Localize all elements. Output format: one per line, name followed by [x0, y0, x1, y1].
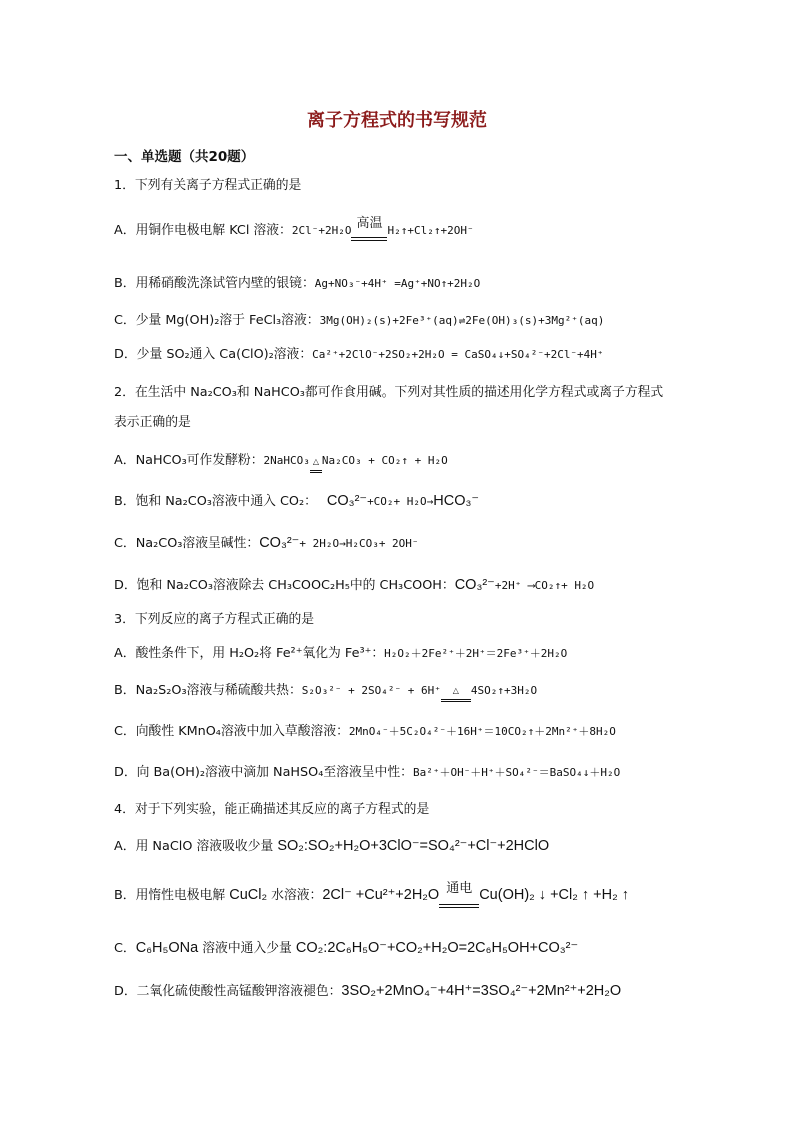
- option-label: C．: [114, 941, 136, 956]
- q4-option-c: [114, 939, 578, 958]
- equation-right: 4SO₂↑+3H₂O: [470, 684, 538, 697]
- option-text: Na₂CO₃溶液呈碱性：: [135, 536, 260, 551]
- equation-left: 2NaHCO₃: [263, 454, 310, 467]
- condition-label: △: [312, 457, 319, 466]
- condition-label: △: [452, 686, 459, 695]
- option-text: 溶液中通入少量: [198, 941, 296, 956]
- option-text: NaHCO₃可作发酵粉：: [135, 453, 264, 468]
- equation: +CO₂+ H₂O→: [367, 495, 434, 508]
- question-4-stem: 4．对于下列实验，能正确描述其反应的离子方程式的是: [114, 802, 430, 817]
- question-2-stem-line-1: 2．在生活中 Na₂CO₃和 NaHCO₃都可作食用碱。下列对其性质的描述用化学方程式或离子方程式: [114, 385, 664, 400]
- equation: + 2H₂O→H₂CO₃+ 2OH⁻: [299, 537, 419, 550]
- carbonate-ion: CO₃²⁻: [454, 577, 495, 593]
- option-text: 二氧化硫使酸性高锰酸钾溶液褪色：: [136, 984, 342, 999]
- option-text: 饱和 Na₂CO₃溶液除去 CH₃COOC₂H₅中的 CH₃COOH：: [136, 578, 455, 593]
- equation-right: Cu(OH)₂ ↓ +Cl₂ ↑ +H₂ ↑: [479, 887, 630, 903]
- option-text: 用铜作电极电解 KCl 溶液：: [135, 223, 292, 238]
- q4-option-b: [114, 881, 630, 905]
- equation-left: 2Cl⁻ +Cu²⁺+2H₂O: [322, 887, 440, 903]
- option-label: A．: [114, 646, 136, 661]
- q1-option-d: [114, 346, 604, 364]
- formula: CuCl₂: [229, 887, 268, 903]
- question-1-stem: 1．下列有关离子方程式正确的是: [114, 178, 302, 193]
- condition-label: 通电: [446, 881, 473, 896]
- option-text: 少量 SO₂通入 Ca(ClO)₂溶液：: [136, 347, 313, 362]
- formula: C₆H₅ONa: [135, 940, 199, 956]
- option-label: B．: [114, 888, 136, 903]
- q2-option-a: [114, 452, 448, 470]
- q3-option-b: [114, 682, 537, 700]
- carbonate-ion: CO₃²⁻: [259, 535, 300, 551]
- carbonate-ion: CO₃²⁻: [326, 493, 368, 509]
- option-text: 用惰性电极电解: [135, 888, 230, 903]
- option-text: 饱和 Na₂CO₃溶液中通入 CO₂：: [135, 494, 317, 509]
- equation: SO₂:SO₂+H₂O+3ClO⁻=SO₄²⁻+Cl⁻+2HClO: [277, 838, 550, 854]
- equation: Ca²⁺+2ClO⁻+2SO₂+2H₂O = CaSO₄↓+SO₄²⁻+2Cl⁻+4H⁺: [312, 348, 604, 361]
- option-label: B．: [114, 494, 136, 509]
- option-label: B．: [114, 276, 136, 291]
- bicarbonate-ion: HCO₃⁻: [433, 493, 480, 509]
- equation: H₂O₂＋2Fe²⁺＋2H⁺＝2Fe³⁺＋2H₂O: [384, 647, 568, 660]
- q4-option-a: [114, 837, 549, 856]
- option-label: A．: [114, 453, 136, 468]
- equation-right: H₂↑+Cl₂↑+2OH⁻: [387, 224, 474, 237]
- q2-option-c: [114, 534, 419, 553]
- q3-option-d: [114, 764, 620, 782]
- option-text: 用稀硝酸洗涤试管内壁的银镜：: [135, 276, 315, 291]
- q1-option-a: [114, 216, 474, 240]
- question-3-stem: 3．下列反应的离子方程式正确的是: [114, 612, 315, 627]
- q4-option-d: [114, 982, 621, 1001]
- condition-label: 高温: [356, 216, 383, 231]
- equation: Ag+NO₃⁻+4H⁺ =Ag⁺+NO↑+2H₂O: [314, 277, 481, 290]
- option-text: 向 Ba(OH)₂溶液中滴加 NaHSO₄至溶液呈中性：: [136, 765, 413, 780]
- equation: 3SO₂+2MnO₄⁻+4H⁺=3SO₄²⁻+2Mn²⁺+2H₂O: [341, 983, 622, 999]
- q1-option-c: [114, 312, 604, 330]
- option-label: D．: [114, 347, 137, 362]
- q2-option-b: [114, 492, 479, 511]
- option-label: C．: [114, 536, 136, 551]
- equation-right: Na₂CO₃ + CO₂↑ + H₂O: [321, 454, 448, 467]
- q3-option-a: [114, 645, 567, 663]
- equation: 3Mg(OH)₂(s)+2Fe³⁺(aq)⇌2Fe(OH)₃(s)+3Mg²⁺(aq): [319, 314, 605, 327]
- equation: Ba²⁺＋OH⁻＋H⁺＋SO₄²⁻＝BaSO₄↓＋H₂O: [412, 766, 621, 779]
- section-heading: 一、单选题（共20题）: [114, 149, 255, 165]
- option-label: A．: [114, 839, 136, 854]
- option-label: C．: [114, 724, 136, 739]
- equation-left: 2Cl⁻+2H₂O: [291, 224, 352, 237]
- question-2-stem-line-2: 表示正确的是: [114, 415, 191, 430]
- equation: +2H⁺ ⟶CO₂↑+ H₂O: [494, 579, 595, 592]
- option-label: D．: [114, 578, 137, 593]
- q1-option-b: [114, 275, 480, 293]
- equation: CO₂:2C₆H₅O⁻+CO₂+H₂O=2C₆H₅OH+CO₃²⁻: [295, 940, 579, 956]
- option-text: 少量 Mg(OH)₂溶于 FeCl₃溶液：: [135, 313, 320, 328]
- option-label: D．: [114, 765, 137, 780]
- option-label: D．: [114, 984, 137, 999]
- equation-left: S₂O₃²⁻ + 2SO₄²⁻ + 6H⁺: [301, 684, 441, 697]
- option-text: 向酸性 KMnO₄溶液中加入草酸溶液：: [135, 724, 349, 739]
- equation: 2MnO₄⁻＋5C₂O₄²⁻＋16H⁺＝10CO₂↑＋2Mn²⁺＋8H₂O: [348, 725, 616, 738]
- option-text-2: 水溶液：: [267, 888, 323, 903]
- option-text: 用 NaClO 溶液吸收少量: [135, 839, 278, 854]
- q3-option-c: [114, 723, 616, 741]
- option-label: C．: [114, 313, 136, 328]
- option-text: 酸性条件下，用 H₂O₂将 Fe²⁺氧化为 Fe³⁺：: [135, 646, 385, 661]
- option-label: B．: [114, 683, 136, 698]
- page-title: 离子方程式的书写规范: [307, 110, 487, 131]
- option-text: Na₂S₂O₃溶液与稀硫酸共热：: [135, 683, 302, 698]
- q2-option-d: [114, 576, 594, 595]
- option-label: A．: [114, 223, 136, 238]
